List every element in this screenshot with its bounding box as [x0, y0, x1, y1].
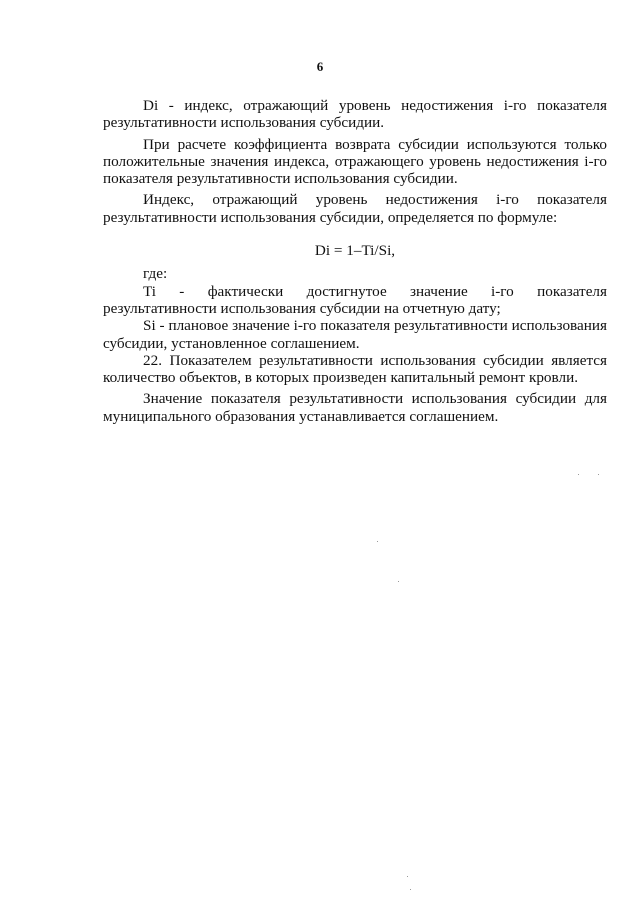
paragraph-positive-values: При расчете коэффициента возврата субсидии используются только положительные значения индекса, отражающего уровень недостижения i-го показателя результативности использования субсидии.	[103, 135, 607, 188]
scan-speck	[398, 581, 399, 582]
definition-ti: Ti - фактически достигнутое значение i-го показателя результативности использования субсидии на отчетную дату;	[103, 282, 607, 317]
clause-22: 22. Показателем результативности использования субсидии является количество объектов, в которых произведен капитальный ремонт кровли.	[103, 351, 607, 387]
scan-speck	[578, 474, 579, 475]
scan-speck	[377, 541, 378, 542]
where-label: где:	[143, 265, 168, 283]
scan-speck	[407, 876, 408, 877]
paragraph-formula-intro: Индекс, отражающий уровень недостижения i-го показателя результативности использования субсидии, определяется по формуле:	[103, 191, 607, 226]
page-number: 6	[316, 59, 324, 74]
scan-speck	[598, 474, 599, 475]
formula: Di = 1–Ti/Si,	[314, 242, 396, 260]
scan-speck	[410, 889, 411, 890]
document-body	[103, 97, 607, 425]
paragraph-final: Значение показателя результативности использования субсидии для муниципального образования устанавливается соглашением.	[103, 390, 607, 425]
definition-si: Si - плановое значение i-го показателя результативности использования субсидии, установленное соглашением.	[103, 317, 607, 352]
paragraph-di-definition: Di - индекс, отражающий уровень недостижения i-го показателя результативности использования субсидии.	[103, 97, 607, 132]
